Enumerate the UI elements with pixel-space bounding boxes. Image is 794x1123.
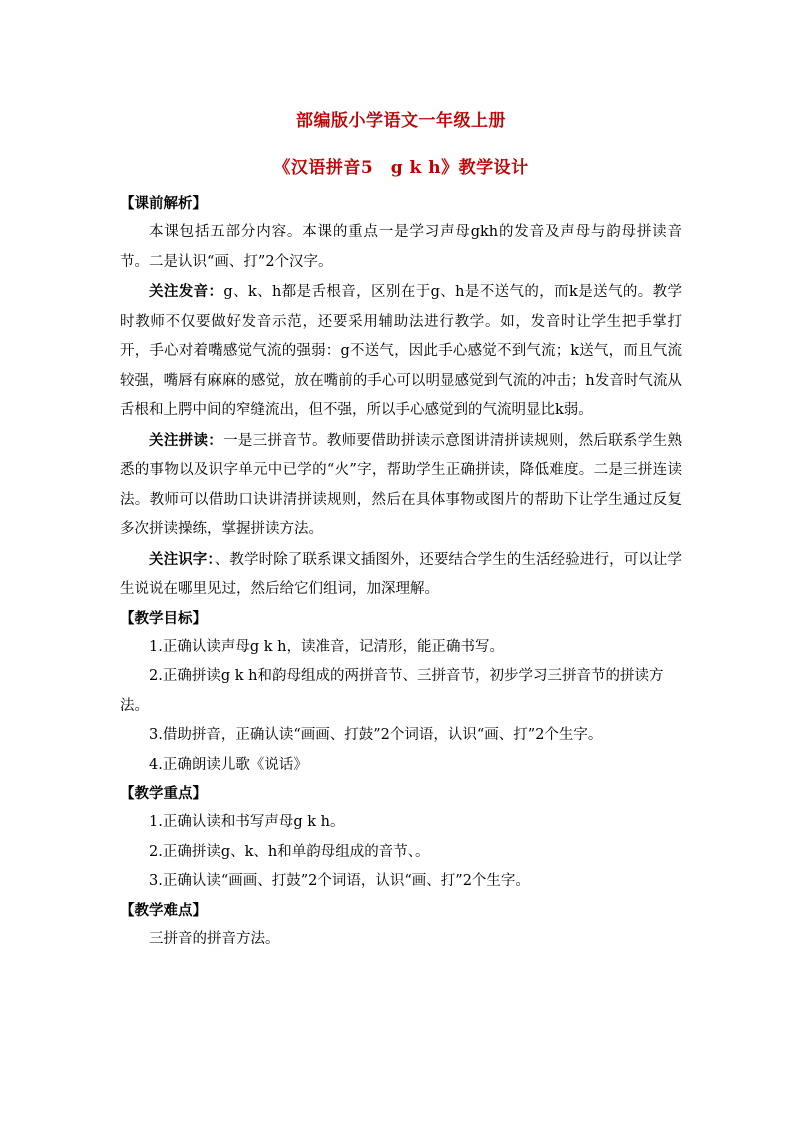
document-subtitle: 《汉语拼音5 g k h》教学设计 xyxy=(273,158,529,178)
section-heading-analysis: 【课前解析】 xyxy=(120,195,207,212)
analysis-intro: 本课包括五部分内容。本课的重点一是学习声母gkh的发音及声母与韵母拼读音节。二是认识“画、打”2个汉字。 xyxy=(120,224,682,270)
spelling-text: 一是三拼音节。教师要借助拼读示意图讲清拼读规则，然后联系学生熟悉的事物以及识字单元中已学的“火”字，帮助学生正确拼读，降低难度。二是三拼连读法。教师可以借助口诀讲清拼读规则，然后在具体事物或图片的帮助下让学生通过反复多次拼读操练，掌握拼读方法。 xyxy=(120,432,683,537)
section-heading-key-points: 【教学重点】 xyxy=(120,785,207,802)
key-point-item: 3.正确认读“画画、打鼓”2个词语，认识“画、打”2个生字。 xyxy=(149,873,530,889)
section-heading-goals: 【教学目标】 xyxy=(120,609,207,627)
difficulty-item: 三拼音的拼音方法。 xyxy=(149,930,280,947)
pronunciation-text: g、k、h都是舌根音，区别在于g、h是不送气的，而k是送气的。教学时教师不仅要做好发音示范，还要采用辅助法进行教学。如，发音时让学生把手掌打开，手心对着嘴感觉气流的强弱：g不送气，因此手心感觉不到气流；k送气，而且气流较强，嘴唇有麻麻的感觉，放在嘴前的手心可以明显感觉到气流的冲击；h发音时气流从舌根和上腭中间的窄缝流出，但不强，所以手心感觉到的气流明显比k弱。 xyxy=(120,284,683,418)
section-heading-difficulties: 【教学难点】 xyxy=(120,901,207,919)
goal-item: 4.正确朗读儿歌《说话》 xyxy=(149,756,308,773)
goal-item: 1.正确认读声母g k h，读准音，记清形，能正确书写。 xyxy=(149,638,504,655)
document-title: 部编版小学语文一年级上册 xyxy=(296,111,506,131)
goal-item: 2.正确拼读g k h和韵母组成的两拼音节、三拼音节，初步学习三拼音节的拼读方法。 xyxy=(120,668,664,714)
analysis-spelling xyxy=(120,426,682,545)
key-point-item: 2.正确拼读g、k、h和单韵母组成的音节、。 xyxy=(149,843,430,860)
analysis-pronunciation xyxy=(120,277,682,426)
pronunciation-label: 关注发音： xyxy=(149,283,224,300)
characters-label: 关注识字： xyxy=(149,550,215,568)
spelling-label: 关注拼读： xyxy=(149,431,224,449)
key-point-item: 1.正确认读和书写声母g k h。 xyxy=(149,814,345,830)
goal-item: 3.借助拼音，正确认读“画画、打鼓”2个词语，认识“画、打”2个生字。 xyxy=(149,727,603,743)
characters-text: 、教学时除了联系课文插图外，还要结合学生的生活经验进行，可以让学生说说在哪里见过，然后给它们组词，加深理解。 xyxy=(120,551,683,597)
analysis-characters xyxy=(120,545,682,605)
